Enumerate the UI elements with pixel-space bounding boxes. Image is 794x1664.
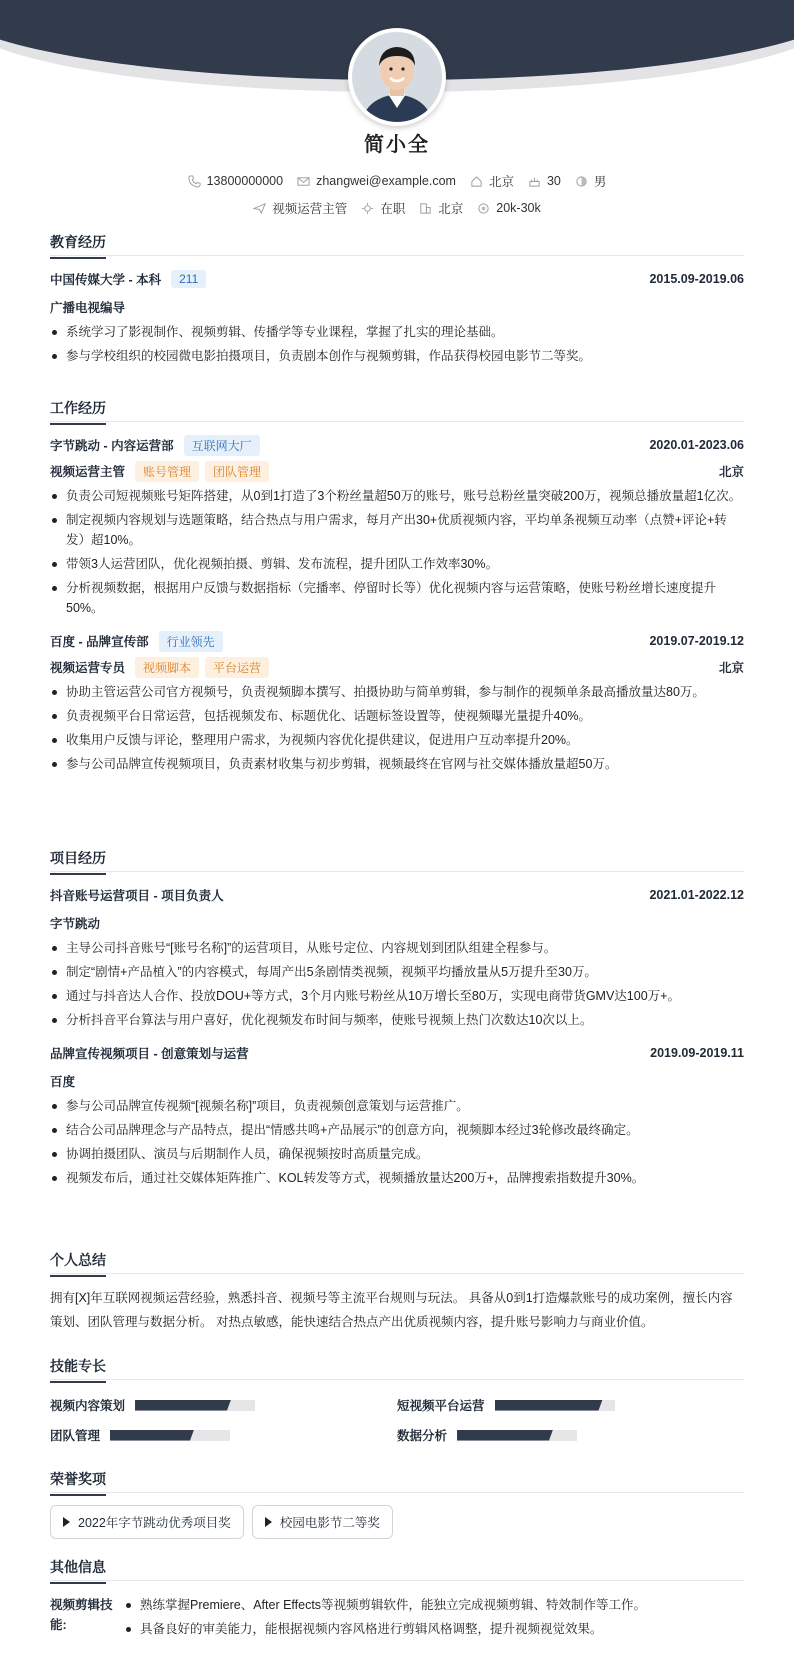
summary-text: 拥有[X]年互联网视频运营经验，熟悉抖音、视频号等主流平台规则与玩法。 具备从0到1打造爆款账号的成功案例，擅长内容策划、团队管理与数据分析。 对热点敏感，能快速结合热点产出优质视频内容，提升账号影响力与商业价值。	[50, 1291, 733, 1329]
role-name: 视频运营主管	[50, 465, 126, 479]
entry-head	[50, 434, 744, 456]
awards-section	[50, 1469, 744, 1539]
entry-head	[50, 884, 744, 906]
building-icon	[419, 202, 432, 215]
school-name: 中国传媒大学 - 本科	[50, 273, 162, 287]
skill-level-fill	[495, 1400, 603, 1411]
intent-row	[0, 199, 794, 217]
project-entry	[50, 1042, 744, 1188]
list-item: 参与公司品牌宣传视频“[视频名称]”项目，负责视频创意策划与运营推广。	[50, 1096, 744, 1116]
skill-item	[397, 1426, 744, 1444]
work-entry	[50, 630, 744, 774]
award-item: 校园电影节二等奖	[252, 1505, 393, 1539]
list-item: 分析抖音平台算法与用户喜好，优化视频发布时间与频率，使账号视频上热门次数达10次以上。	[50, 1010, 744, 1030]
other-label: 视频剪辑技能:	[50, 1598, 113, 1632]
age-item	[528, 174, 561, 188]
target-city-text: 北京	[438, 202, 464, 216]
list-item: 参与公司品牌宣传视频项目，负责素材收集与初步剪辑，视频最终在官网与社交媒体播放量超50万。	[50, 754, 744, 774]
education-section	[50, 232, 744, 366]
section-title: 个人总结	[50, 1250, 744, 1274]
project-org: 字节跳动	[50, 917, 101, 931]
project-name: 抖音账号运营项目 - 项目负责人	[50, 889, 224, 903]
section-title: 荣誉奖项	[50, 1469, 744, 1493]
entry-date: 2020.01-2023.06	[649, 438, 744, 452]
company-name: 百度 - 品牌宣传部	[50, 635, 149, 649]
list-item: 负责公司短视频账号矩阵搭建，从0到1打造了3个粉丝量超50万的账号，账号总粉丝量突破200万，视频总播放量超1亿次。	[50, 486, 744, 506]
avatar-photo	[352, 32, 442, 122]
skill-level-bar	[495, 1400, 615, 1411]
entry-date: 2019.09-2019.11	[650, 1046, 744, 1060]
list-item: 熟练掌握Premiere、After Effects等视频剪辑软件，能独立完成视频剪辑、特效制作等工作。	[124, 1595, 744, 1615]
play-icon	[265, 1517, 272, 1527]
phone-item	[188, 174, 283, 188]
entry-head	[50, 1042, 744, 1064]
skill-level-bar	[110, 1430, 230, 1441]
role-tag: 账号管理	[135, 461, 199, 482]
city-text: 北京	[488, 175, 514, 189]
candidate-name: 简小全	[364, 134, 430, 156]
skill-item	[50, 1426, 397, 1444]
coin-icon	[477, 202, 490, 215]
skill-level-fill	[135, 1400, 231, 1411]
skills-grid	[50, 1396, 744, 1444]
target-job-text: 视频运营主管	[272, 202, 348, 216]
list-item: 带领3人运营团队，优化视频拍摄、剪辑、发布流程，提升团队工作效率30%。	[50, 554, 744, 574]
phone-icon	[188, 175, 201, 188]
salary-item	[477, 201, 540, 215]
skill-name: 团队管理	[50, 1429, 101, 1443]
skill-level-bar	[135, 1400, 255, 1411]
list-item: 主导公司抖音账号“[账号名称]”的运营项目，从账号定位、内容规划到团队组建全程参与。	[50, 938, 744, 958]
target-city-item	[419, 199, 463, 217]
gender-icon	[575, 175, 588, 188]
skill-level-fill	[457, 1430, 553, 1441]
list-item: 收集用户反馈与评论，整理用户需求，为视频内容优化提供建议，促进用户互动率提升20%。	[50, 730, 744, 750]
list-item: 视频发布后，通过社交媒体矩阵推广、KOL转发等方式，视频播放量达200万+，品牌搜索指数提升30%。	[50, 1168, 744, 1188]
list-item: 系统学习了影视制作、视频剪辑、传播学等专业课程，掌握了扎实的理论基础。	[50, 322, 744, 342]
entry-date: 2021.01-2022.12	[649, 888, 744, 902]
role-row	[50, 460, 744, 482]
cake-icon	[528, 175, 541, 188]
list-item: 参与学校组织的校园微电影拍摄项目，负责剧本创作与视频剪辑，作品获得校园电影节二等奖。	[50, 346, 744, 366]
role-tag: 团队管理	[205, 461, 269, 482]
projects-section	[50, 848, 744, 1188]
company-tag: 互联网大厂	[184, 435, 260, 456]
work-section	[50, 398, 744, 774]
location: 北京	[718, 465, 744, 479]
section-title: 教育经历	[50, 232, 744, 256]
list-item: 通过与抖音达人合作、投放DOU+等方式，3个月内账号粉丝从10万增长至80万，实现电商带货GMV达100万+。	[50, 986, 744, 1006]
education-entry	[50, 268, 744, 366]
status-item	[361, 199, 405, 217]
email-item	[297, 174, 456, 188]
gender-text: 男	[593, 175, 607, 189]
list-item: 协调拍摄团队、演员与后期制作人员，确保视频按时高质量完成。	[50, 1144, 744, 1164]
awards-list	[50, 1505, 744, 1539]
other-row	[50, 1591, 744, 1639]
role-tag: 平台运营	[205, 657, 269, 678]
role-tag: 视频脚本	[135, 657, 199, 678]
salary-text: 20k-30k	[496, 201, 541, 215]
contact-row	[0, 172, 794, 190]
age-text: 30	[546, 174, 561, 188]
company-name: 字节跳动 - 内容运营部	[50, 439, 174, 453]
section-title: 技能专长	[50, 1356, 744, 1380]
entry-head	[50, 268, 744, 290]
role-row	[50, 656, 744, 678]
status-text: 在职	[380, 202, 406, 216]
gear-icon	[361, 202, 374, 215]
location: 北京	[718, 661, 744, 675]
skill-item	[397, 1396, 744, 1414]
entry-date: 2019.07-2019.12	[649, 634, 744, 648]
list-item: 负责视频平台日常运营，包括视频发布、标题优化、话题标签设置等，使视频曝光量提升40%。	[50, 706, 744, 726]
gender-item	[575, 172, 607, 190]
major: 广播电视编导	[50, 301, 126, 315]
skill-name: 视频内容策划	[50, 1399, 126, 1413]
project-entry	[50, 884, 744, 1030]
section-title: 项目经历	[50, 848, 744, 872]
send-icon	[253, 202, 266, 215]
phone-text: 13800000000	[206, 174, 284, 188]
section-title: 工作经历	[50, 398, 744, 422]
entry-date: 2015.09-2019.06	[649, 272, 744, 286]
skill-name: 短视频平台运营	[397, 1399, 485, 1413]
list-item: 结合公司品牌理念与产品特点，提出“情感共鸣+产品展示”的创意方向，视频脚本经过3轮修改最终确定。	[50, 1120, 744, 1140]
skill-item	[50, 1396, 397, 1414]
avatar	[348, 28, 446, 126]
skill-level-bar	[457, 1430, 577, 1441]
project-name: 品牌宣传视频项目 - 创意策划与运营	[50, 1047, 249, 1061]
role-name: 视频运营专员	[50, 661, 126, 675]
entry-head	[50, 630, 744, 652]
school-tag: 211	[171, 270, 206, 288]
skills-section	[50, 1356, 744, 1444]
other-section	[50, 1557, 744, 1639]
list-item: 协助主管运营公司官方视频号，负责视频脚本撰写、拍摄协助与简单剪辑，参与制作的视频单条最高播放量达80万。	[50, 682, 744, 702]
list-item: 具备良好的审美能力，能根据视频内容风格进行剪辑风格调整，提升视频视觉效果。	[124, 1619, 744, 1639]
mail-icon	[297, 175, 310, 188]
summary-section	[50, 1250, 744, 1334]
list-item: 制定视频内容规划与选题策略，结合热点与用户需求，每月产出30+优质视频内容，平均单条视频互动率（点赞+评论+转发）超10%。	[50, 510, 744, 550]
section-title: 其他信息	[50, 1557, 744, 1581]
list-item: 分析视频数据，根据用户反馈与数据指标（完播率、停留时长等）优化视频内容与运营策略，使账号粉丝增长速度提升50%。	[50, 578, 744, 618]
target-job-item	[253, 199, 347, 217]
play-icon	[63, 1517, 70, 1527]
home-icon	[470, 175, 483, 188]
skill-level-fill	[110, 1430, 194, 1441]
skill-name: 数据分析	[397, 1429, 448, 1443]
work-entry	[50, 434, 744, 618]
list-item: 制定“剧情+产品植入”的内容模式，每周产出5条剧情类视频，视频平均播放量从5万提升至30万。	[50, 962, 744, 982]
company-tag: 行业领先	[159, 631, 223, 652]
city-item	[470, 172, 514, 190]
email-text: zhangwei@example.com	[316, 174, 456, 188]
project-org: 百度	[50, 1075, 76, 1089]
award-item: 2022年字节跳动优秀项目奖	[50, 1505, 244, 1539]
